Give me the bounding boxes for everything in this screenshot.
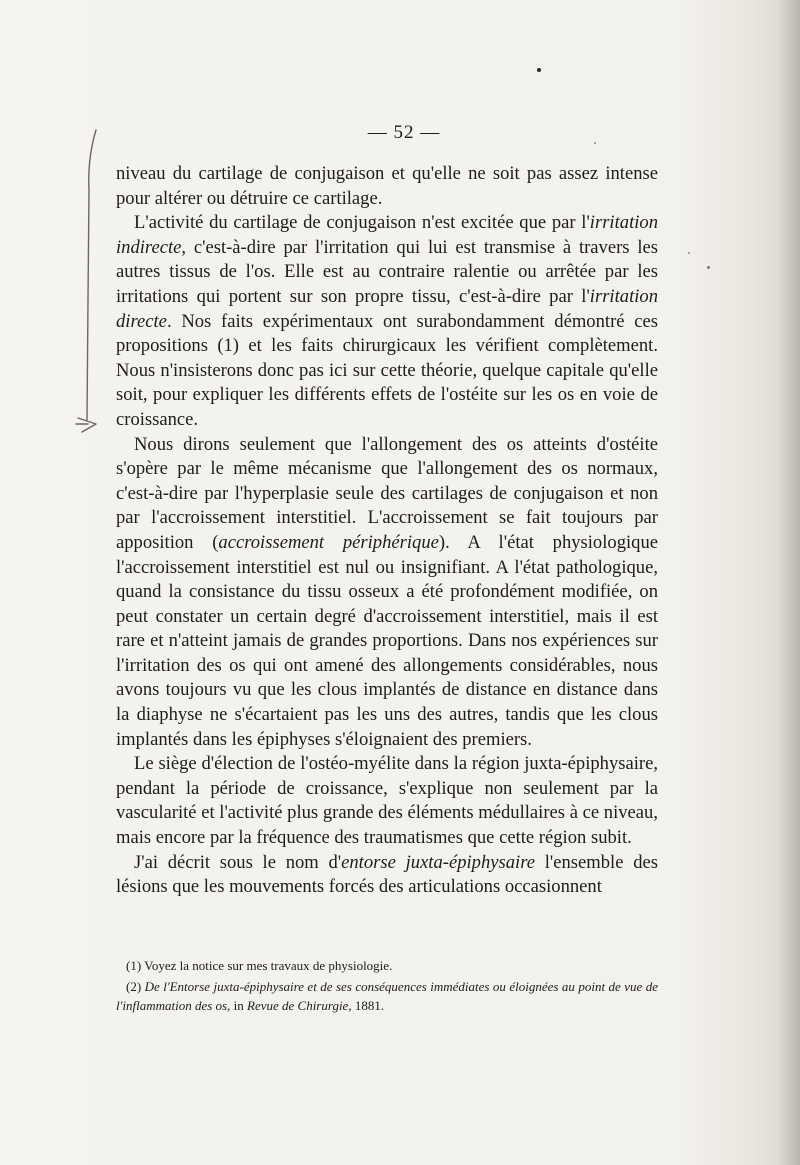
footnotes [116,956,658,1017]
footnote-italic-run: De l'Entorse juxta-épiphysaire et de ses conséquences immédiates ou éloignées au point de vue de l'inflammation des os [116,979,658,1013]
footnote-italic-run: Revue de Chirurgie [247,998,349,1013]
paragraph [116,162,658,211]
text-run: . Nos faits expérimentaux ont surabondamment démontré ces propositions (1) et les faits chirurgicaux les vérifient complètement. Nous n'insisterons donc pas ici sur cette théorie, quelque capitale qu'elle soit, pour expliquer les différents effets de l'ostéite sur les os en voie de croissance. [116,310,658,430]
pencil-arrow-mark [76,418,96,432]
footnote-text-run: , in [227,998,247,1013]
ink-speck [537,68,541,72]
footnote-text-run: (1) Voyez la notice sur mes travaux de physiologie. [126,958,393,973]
text-run: , c'est-à-dire par l'irritation qui lui est transmise à travers les autres tissus de l'os. Elle est au contraire ralentie ou arrêtée par les irritations qui portent sur son propre tissu, c'est-à-dire par l' [116,236,658,307]
italic-run: entorse juxta-épiphysaire [341,851,536,873]
text-run: Le siège d'élection de l'ostéo-myélite dans la région juxta-épiphysaire, pendant la période de croissance, s'explique non seulement par la vascularité et l'activité plus grande des éléments médullaires à ce niveau, mais encore par la fréquence des traumatismes que cette région subit. [116,753,658,849]
paragraph [116,433,658,753]
ink-speck [707,266,710,269]
text-run: l'ensemble des lésions que les mouvements forcés des articulations occasionnent [116,851,658,898]
footnote [116,956,658,975]
text-run: niveau du cartilage de conjugaison et qu'elle ne soit pas assez intense pour altérer ou détruire ce cartilage. [116,163,658,209]
paragraph [116,752,658,850]
text-run: Nous dirons seulement que l'allongement des os atteints d'ostéite s'opère par le même mécanisme que l'allongement des os normaux, c'est-à-dire par l'hyperplasie seule des cartilages de conjugaison et non par l'accroissement interstitiel. L'accroissement se fait toujours par apposition ( [116,433,658,553]
page-number: — 52 — [367,122,441,143]
text-run: L'activité du cartilage de conjugaison n'est excitée que par l' [134,212,590,234]
footnote [116,977,658,1015]
italic-run: accroissement périphérique [218,531,439,553]
text-run: ). A l'état physiologique l'accroissement interstitiel est nul ou insignifiant. A l'état pathologique, quand la consistance du tissu osseux a été profondément modifiée, on peut constater un certain degré d'accroissement interstitiel, mais il est rare et n'atteint jamais de grandes proportions. Dans nos expériences sur l'irritation des os qui ont amené des allongements considérables, nous avons toujours vu que les clous implantés de distance en distance dans la diaphyse ne s'écartaient pas les uns des autres, tandis que les clous implantés dans les épiphyses s'éloignaient des premiers. [116,531,659,750]
ink-speck [688,252,690,254]
footnote-text-run: , 1881. [348,998,385,1013]
pencil-bracket-line [87,130,96,420]
italic-run: irritation directe [116,285,658,332]
footnote-text-run: (2) [126,979,145,994]
body-text [116,162,658,900]
paragraph [116,211,658,432]
paragraph [116,851,658,900]
italic-run: irritation indirecte [116,212,658,258]
page-edge-shadow [778,0,800,1165]
text-run: J'ai décrit sous le nom d' [134,851,342,873]
